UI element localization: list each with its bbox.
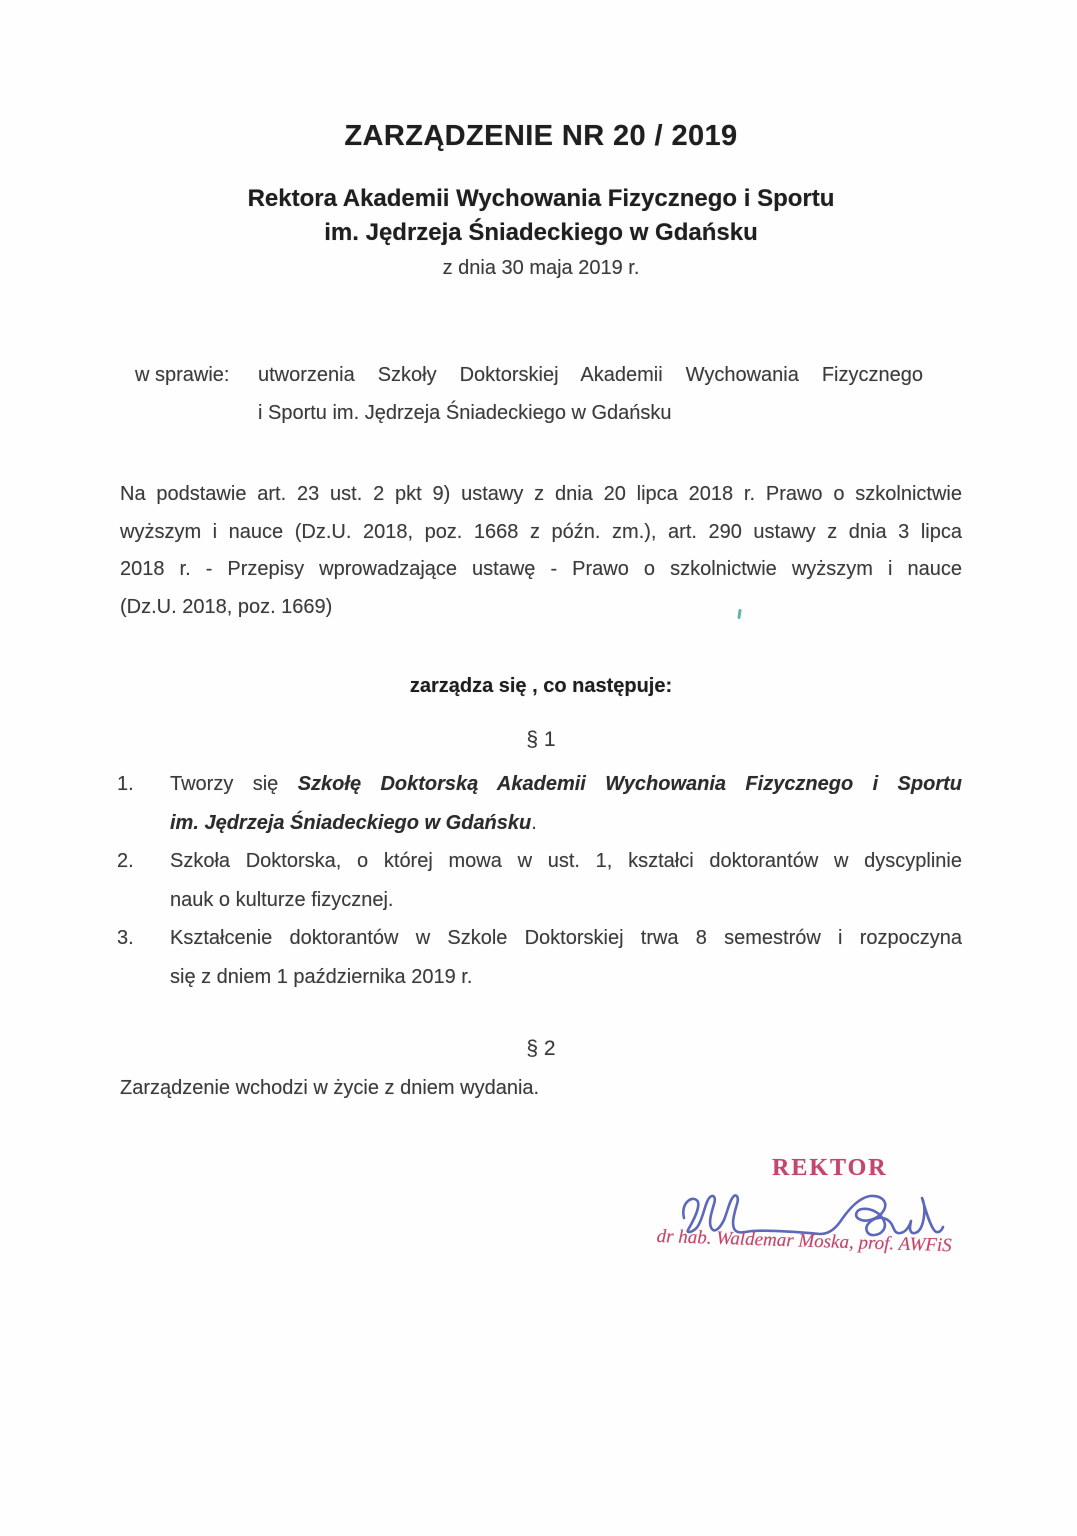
legal-basis-line-2: wyższym i nauce (Dz.U. 2018, poz. 1668 z późn. zm.), art. 290 ustawy z dnia 3 lipca: [120, 520, 962, 543]
issuer-line-2: im. Jędrzeja Śniadeckiego w Gdańsku: [324, 219, 758, 246]
subject-block: [135, 357, 965, 432]
signer-name-stamp: dr hab. Waldemar Moska, prof. AWFiS: [656, 1226, 953, 1257]
item1-line-2: [170, 804, 962, 843]
item1-emphasized-text: Szkołę Doktorską Akademii Wychowania Fizycznego i Sportu: [297, 773, 962, 795]
legal-basis-paragraph: [120, 476, 962, 626]
list-item-number: 2.: [117, 850, 134, 872]
item3-line-2: się z dniem 1 października 2019 r.: [170, 965, 473, 988]
item1-plain-text: Tworzy się: [170, 773, 298, 795]
legal-basis-line-4: (Dz.U. 2018, poz. 1669): [120, 595, 333, 618]
item1-emphasized-text-2: im. Jędrzeja Śniadeckiego w Gdańsku: [170, 811, 532, 834]
section-2-mark: § 2: [526, 1037, 556, 1060]
order-heading: zarządza się , co następuje:: [409, 675, 673, 697]
legal-basis-line-3: 2018 r. - Przepisy wprowadzające ustawę - Prawo o szkolnictwie wyższym i nauce: [120, 558, 962, 580]
list-item-number: 1.: [117, 773, 134, 795]
subject-label: w sprawie:: [135, 364, 230, 386]
item2-line-2: nauk o kulturze fizycznej.: [170, 888, 394, 911]
ordered-items: [117, 765, 962, 996]
item3-line-1: Kształcenie doktorantów w Szkole Doktorskiej trwa 8 semestrów i rozpoczyna: [170, 927, 962, 949]
section-1-mark: § 1: [526, 728, 556, 751]
effective-date-text: Zarządzenie wchodzi w życie z dniem wydania.: [120, 1077, 540, 1099]
issuer-line-1: Rektora Akademii Wychowania Fizycznego i Sportu: [247, 185, 835, 212]
item1-period: .: [531, 811, 537, 834]
list-item-text: [170, 842, 962, 919]
list-item: [117, 919, 962, 996]
issuer-heading: [120, 182, 962, 250]
list-item-number: 3.: [117, 927, 134, 949]
subject-text-line-2: i Sportu im. Jędrzeja Śniadeckiego w Gdańsku: [258, 401, 672, 424]
rektor-stamp-text: REKTOR: [772, 1155, 888, 1181]
legal-basis-line-1: Na podstawie art. 23 ust. 2 pkt 9) ustawy z dnia 20 lipca 2018 r. Prawo o szkolnictwie: [120, 483, 962, 505]
item2-line-1: Szkoła Doktorska, o której mowa w ust. 1, kształci doktorantów w dyscyplinie: [170, 850, 962, 872]
date-line: z dnia 30 maja 2019 r.: [442, 257, 640, 279]
subject-text-line-1: utworzenia Szkoły Doktorskiej Akademii Wychowania Fizycznego: [258, 364, 923, 386]
list-item-text: [170, 919, 962, 996]
subject-text: [258, 357, 923, 432]
item1-line-1: [170, 765, 962, 804]
list-item-text: [170, 765, 962, 842]
list-item: [117, 842, 962, 919]
document-title: ZARZĄDZENIE NR 20 / 2019: [344, 120, 738, 152]
list-item: [117, 765, 962, 842]
